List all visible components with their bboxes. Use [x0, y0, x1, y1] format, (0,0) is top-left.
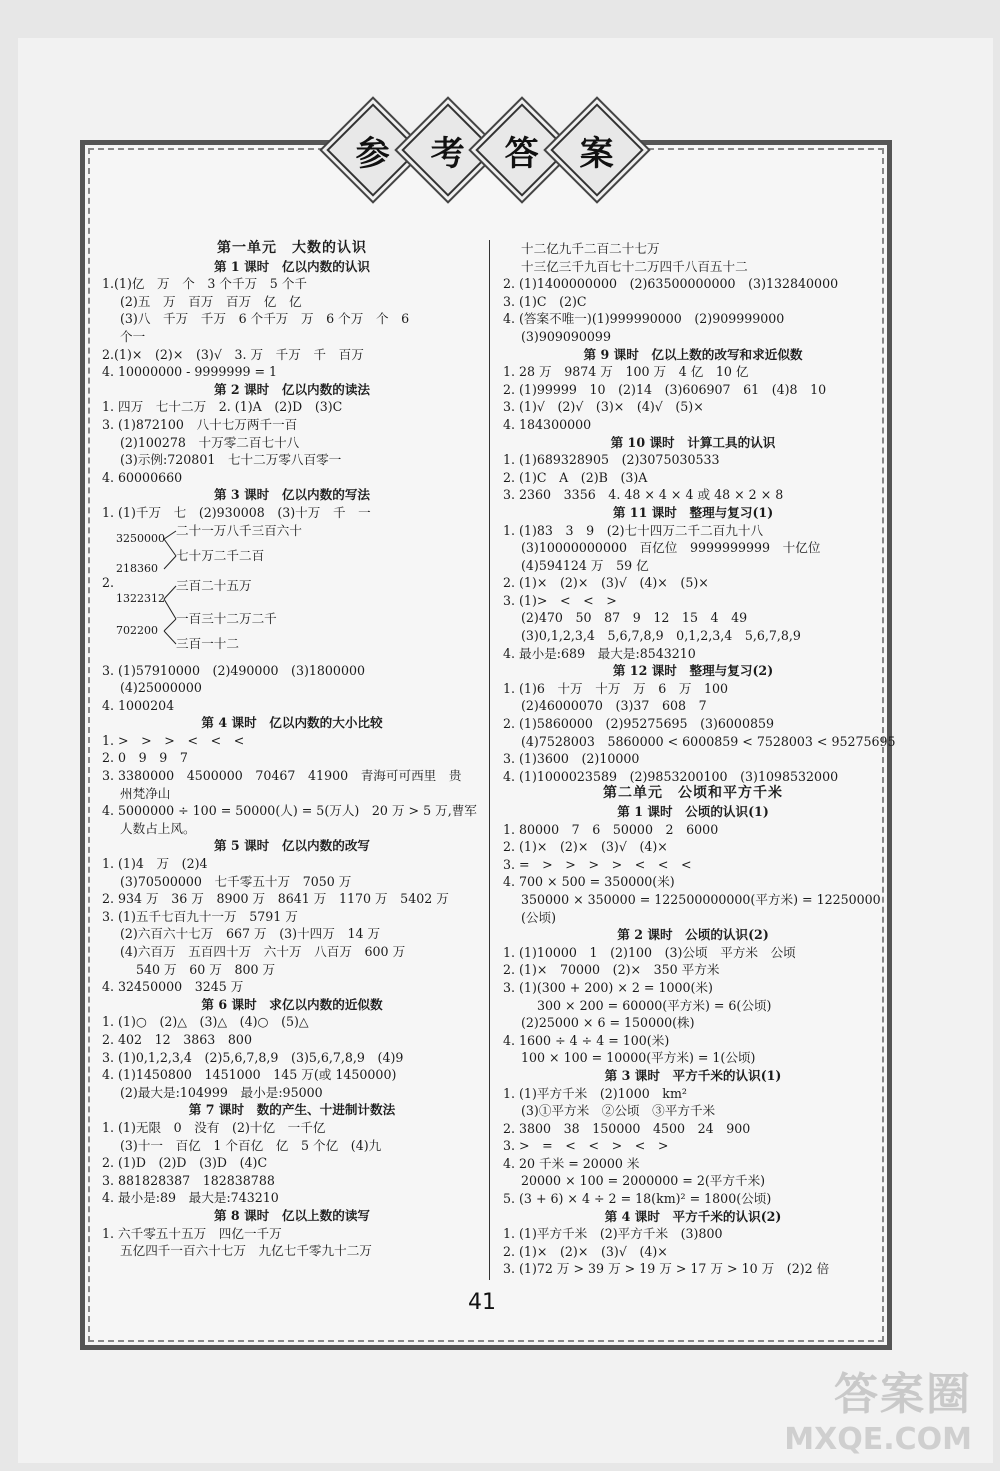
- lesson-heading: 第 3 课时 亿以内数的写法: [213, 487, 371, 503]
- answer-line: 1. 28 万 9874 万 100 万 4 亿 10 亿: [503, 364, 749, 380]
- answer-line: 2.(1)× (2)× (3)√ 3. 万 千万 千 百万: [102, 346, 364, 362]
- matching-word: 二十一万八千三百六十: [176, 522, 302, 538]
- answer-line: 4. 60000660: [102, 469, 183, 485]
- lesson-heading: 第 1 课时 亿以内数的认识: [213, 258, 371, 274]
- title-banner: [340, 100, 630, 200]
- answer-line: (4)六百万 五百四十万 六十万 八百万 600 万: [120, 944, 406, 959]
- answer-line: 4. (1)1000023589 (2)9853200100 (3)1098532000: [503, 768, 839, 784]
- answer-line: 2. (1)1400000000 (2)63500000000 (3)132840000: [503, 276, 839, 292]
- answer-line: 4. 700 × 500 = 350000(米): [503, 874, 675, 890]
- matching-number: 1322312: [116, 591, 165, 605]
- answer-line: 2. (1)× (2)× (3)√ (4)×: [503, 839, 668, 855]
- answer-line: 3. = > > > > < < <: [503, 856, 692, 872]
- answer-line: 1. (1)10000 1 (2)100 (3)公顷 平方米 公顷: [503, 944, 796, 960]
- answer-line: 个一: [120, 328, 146, 344]
- unit-heading: 第二单元 公顷和平方千米: [603, 785, 783, 802]
- answer-line: 3. (1)0,1,2,3,4 (2)5,6,7,8,9 (3)5,6,7,8,9 (4)9: [102, 1049, 404, 1065]
- answer-line: 3. (1)C (2)C: [503, 293, 587, 309]
- answer-line: 1. (1)平方千米 (2)1000 km²: [503, 1085, 687, 1101]
- matching-number: 218360: [116, 561, 158, 575]
- answer-line: (3)70500000 七千零五十万 7050 万: [120, 873, 352, 889]
- answer-line: 3. (1)72 万 > 39 万 > 19 万 > 17 万 > 10 万 (2)2 倍: [503, 1261, 830, 1277]
- answer-line: (2)46000070 (3)37 608 7: [521, 698, 707, 714]
- lesson-heading: 第 3 课时 平方千米的认识(1): [604, 1067, 782, 1083]
- answer-line: (2)六百六十七万 667 万 (3)十四万 14 万: [120, 926, 381, 942]
- answer-line: 350000 × 350000 = 122500000000(平方米) = 12250000: [521, 891, 881, 907]
- answer-line: 十三亿三千九百七十二万四千八百五十二: [521, 258, 748, 274]
- answer-line: 4. 32450000 3245 万: [102, 979, 244, 995]
- answer-line: 人数占上风。: [120, 820, 196, 836]
- answer-line: 4. 最小是:89 最大是:743210: [102, 1190, 279, 1206]
- matching-line: [164, 531, 176, 539]
- matching-line: [164, 631, 176, 644]
- answer-line: 1. (1)无限 0 没有 (2)十亿 一千亿: [102, 1119, 326, 1135]
- lesson-heading: 第 10 课时 计算工具的认识: [610, 434, 776, 450]
- right-column: [503, 240, 896, 1278]
- answer-line: 3. (1)(300 + 200) × 2 = 1000(米): [503, 979, 713, 995]
- answer-line: 2. (1)× 70000 (2)× 350 平方米: [503, 962, 720, 978]
- answer-line: 州梵净山: [120, 785, 171, 801]
- lesson-heading: 第 6 课时 求亿以内数的近似数: [201, 996, 383, 1012]
- answer-line: 1. (1)平方千米 (2)平方千米 (3)800: [503, 1226, 723, 1242]
- watermark-title: 答案圈: [834, 1369, 972, 1420]
- answer-line: 4. 20 千米 = 20000 米: [503, 1155, 640, 1171]
- answer-line: 1. > > > < < <: [102, 732, 245, 748]
- answer-line: 3. 881828387 182838788: [102, 1172, 275, 1188]
- answer-line: (3)0,1,2,3,4 5,6,7,8,9 0,1,2,3,4 5,6,7,8,9: [521, 628, 801, 644]
- answer-line: 3. > = < < > < >: [503, 1138, 669, 1154]
- matching-diagram: [102, 522, 482, 662]
- answer-line: 五亿四千一百六十七万 九亿七千零九十二万: [120, 1243, 372, 1259]
- lesson-heading: 第 12 课时 整理与复习(2): [612, 663, 774, 679]
- banner-char: 答: [505, 133, 540, 174]
- banner-char: 参: [356, 133, 390, 174]
- answer-line: 2. (1)5860000 (2)95275695 (3)6000859: [503, 716, 774, 732]
- matching-line: [164, 586, 176, 599]
- matching-number: 3250000: [116, 531, 165, 545]
- watermark: [784, 1358, 972, 1457]
- answer-line: 4. 1000204: [102, 697, 175, 713]
- left-column: [102, 240, 482, 1260]
- answer-line: (3)10000000000 百亿位 9999999999 十亿位: [521, 540, 821, 556]
- answer-line: (2)25000 × 6 = 150000(株): [521, 1015, 695, 1031]
- answer-line: (2)最大是:104999 最小是:95000: [120, 1084, 323, 1100]
- answer-line: 1. (1)4 万 (2)4: [102, 856, 208, 872]
- answer-line: 1. (1)○ (2)△ (3)△ (4)○ (5)△: [102, 1014, 309, 1030]
- lesson-heading: 第 5 课时 亿以内数的改写: [213, 838, 371, 854]
- answer-line: (公顷): [521, 909, 557, 925]
- answer-line: 1. 四万 七十二万 2. (1)A (2)D (3)C: [102, 399, 343, 415]
- matching-word: 七十万二千二百: [176, 547, 265, 563]
- lesson-heading: 第 11 课时 整理与复习(1): [612, 504, 774, 520]
- page-number: 41: [468, 1290, 496, 1315]
- answer-line: 3. 2360 3356 4. 48 × 4 × 4 或 48 × 2 × 8: [503, 487, 784, 503]
- matching-number: 702200: [116, 623, 158, 637]
- lesson-heading: 第 9 课时 亿以上数的改写和求近似数: [583, 346, 803, 362]
- answer-line: 1. 80000 7 6 50000 2 6000: [503, 821, 719, 837]
- answer-line: 4. 10000000 - 9999999 = 1: [102, 364, 278, 380]
- answer-line: 100 × 100 = 10000(平方米) = 1(公顷): [521, 1050, 756, 1066]
- answer-line: 1. (1)6 十万 十万 万 6 万 100: [503, 680, 729, 696]
- answer-line: (4)7528003 5860000 < 6000859 < 7528003 < 95275695: [521, 733, 896, 749]
- answer-line: 3. 3380000 4500000 70467 41900 青海可可西里 贵: [102, 768, 462, 784]
- answer-line: 2. 0 9 9 7: [102, 750, 188, 766]
- matching-label: 2.: [102, 574, 115, 590]
- answer-line: 2. (1)× (2)× (3)√ (4)× (5)×: [503, 575, 709, 591]
- lesson-heading: 第 7 课时 数的产生、十进制计数法: [188, 1102, 396, 1118]
- answer-line: 4. 1600 ÷ 4 ÷ 4 = 100(米): [503, 1032, 670, 1048]
- answer-line: 2. (1)99999 10 (2)14 (3)606907 61 (4)8 10: [503, 381, 827, 397]
- answer-line: 4. 最小是:689 最大是:8543210: [503, 645, 696, 661]
- banner-char: 考: [430, 133, 465, 174]
- lesson-heading: 第 4 课时 平方千米的认识(2): [604, 1208, 782, 1224]
- matching-word: 三百一十二: [176, 635, 239, 651]
- unit-heading: 第一单元 大数的认识: [217, 240, 367, 256]
- lesson-heading: 第 2 课时 亿以内数的读法: [213, 381, 371, 397]
- lesson-heading: 第 1 课时 公顷的认识(1): [617, 804, 769, 819]
- answer-line: 5. (3 + 6) × 4 ÷ 2 = 18(km)² = 1800(公顷): [503, 1191, 772, 1207]
- answer-line: 540 万 60 万 800 万: [136, 961, 276, 977]
- matching-word: 一百三十二万二千: [176, 610, 277, 626]
- answer-line: 1. 六千零五十五万 四亿一千万: [102, 1225, 282, 1241]
- answer-line: (3)909090099: [521, 328, 611, 344]
- answer-line: 2. (1)× (2)× (3)√ (4)×: [503, 1243, 668, 1259]
- answer-line: 1. (1)689328905 (2)3075030533: [503, 452, 720, 468]
- matching-line: [164, 539, 176, 556]
- answer-line: (3)十一 百亿 1 个百亿 亿 5 个亿 (4)九: [120, 1137, 382, 1153]
- answer-line: 十二亿九千二百二十七万: [521, 241, 660, 256]
- answer-line: 3. (1)3600 (2)10000: [503, 751, 640, 767]
- answer-line: 1. (1)千万 七 (2)930008 (3)十万 千 一: [102, 504, 371, 520]
- lesson-heading: 第 8 课时 亿以上数的读写: [213, 1207, 371, 1223]
- answer-line: 4. (1)1450800 1451000 145 万(或 1450000): [102, 1067, 397, 1083]
- answer-line: 2. (1)C A (2)B (3)A: [503, 469, 648, 485]
- answer-line: 3. (1)872100 八十七万两千一百: [102, 416, 298, 432]
- answer-line: 2. 934 万 36 万 8900 万 8641 万 1170 万 5402 万: [102, 891, 449, 907]
- answer-line: 300 × 200 = 60000(平方米) = 6(公顷): [537, 997, 772, 1013]
- answer-line: 4. 184300000: [503, 416, 592, 432]
- matching-line: [164, 619, 176, 631]
- answer-line: 2. 402 12 3863 800: [102, 1031, 252, 1047]
- lesson-heading: 第 2 课时 公顷的认识(2): [617, 927, 769, 943]
- answer-line: 1.(1)亿 万 个 3 个千万 5 个千: [102, 276, 308, 292]
- answer-line: (3)①平方米 ②公顷 ③平方千米: [521, 1103, 716, 1119]
- column-divider: [489, 240, 490, 1280]
- answer-line: (2)100278 十万零二百七十八: [120, 434, 300, 450]
- answer-line: (4)25000000: [120, 680, 202, 696]
- answer-line: (2)五 万 百万 百万 亿 亿: [120, 293, 302, 309]
- watermark-site: MXQE.COM: [784, 1422, 972, 1457]
- answer-line: 20000 × 100 = 2000000 = 2(平方千米): [521, 1173, 766, 1189]
- banner-tile: [550, 103, 643, 196]
- banner-char: 案: [579, 133, 614, 174]
- answer-line: (2)470 50 87 9 12 15 4 49: [521, 610, 748, 626]
- matching-word: 三百二十五万: [176, 577, 252, 593]
- answer-line: 2. 3800 38 150000 4500 24 900: [503, 1120, 751, 1136]
- answer-line: 3. (1)> < < >: [503, 592, 617, 608]
- matching-line: [164, 556, 176, 569]
- answer-line: 4. (答案不唯一)(1)999990000 (2)909999000: [503, 311, 785, 327]
- answer-line: 4. 5000000 ÷ 100 = 50000(人) = 5(万人) 20 万 > 5 万,曹军: [102, 803, 477, 819]
- matching-lines: [102, 522, 182, 662]
- answer-line: (3)八 千万 千万 6 个千万 万 6 个万 个 6: [120, 311, 410, 327]
- answer-line: 3. (1)√ (2)√ (3)× (4)√ (5)×: [503, 399, 704, 415]
- answer-line: 2. (1)D (2)D (3)D (4)C: [102, 1155, 268, 1171]
- answer-line: 3. (1)57910000 (2)490000 (3)1800000: [102, 662, 365, 678]
- answer-line: 3. (1)五千七百九十一万 5791 万: [102, 908, 298, 924]
- answer-line: (3)示例:720801 七十二万零八百零一: [120, 452, 342, 468]
- matching-line: [164, 599, 176, 619]
- answer-line: 1. (1)83 3 9 (2)七十四万二千二百九十八: [503, 522, 764, 538]
- answer-line: (4)594124 万 59 亿: [521, 557, 649, 573]
- lesson-heading: 第 4 课时 亿以内数的大小比较: [201, 715, 383, 731]
